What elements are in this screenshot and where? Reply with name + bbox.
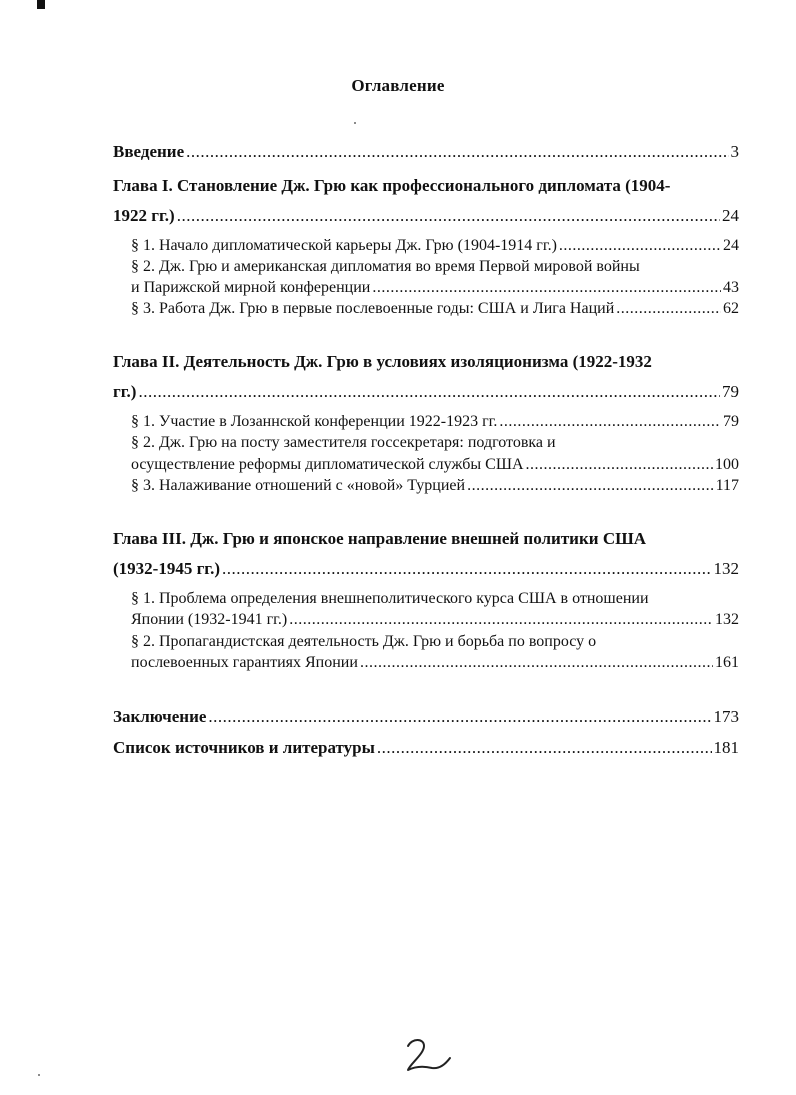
chapter-2-title: Глава II. Деятельность Дж. Грю в условиях изоляционизма (1922-1932 bbox=[113, 352, 652, 371]
scan-speck bbox=[354, 122, 356, 124]
section-title-cont: Японии (1932-1941 гг.) bbox=[131, 611, 288, 628]
leader-dots bbox=[377, 738, 712, 758]
scan-speck bbox=[38, 1074, 40, 1076]
leader-dots bbox=[186, 142, 728, 162]
toc-heading: Оглавление bbox=[351, 76, 445, 95]
page-number: 62 bbox=[723, 300, 739, 317]
section-title-cont: и Парижской мирной конференции bbox=[131, 279, 371, 296]
leader-dots bbox=[616, 300, 721, 318]
chapter-1-title: Глава I. Становление Дж. Грю как профессионального дипломата (1904- bbox=[113, 176, 671, 195]
page-number: 181 bbox=[713, 738, 739, 757]
leader-dots bbox=[138, 382, 720, 402]
page-number: 24 bbox=[723, 237, 739, 254]
chapter-3-title-cont: (1932-1945 гг.) bbox=[113, 559, 221, 578]
chapter-2-title-line2[interactable] bbox=[113, 382, 739, 402]
section-title: § 1. Участие в Лозаннской конференции 1922-1923 гг. bbox=[131, 413, 498, 430]
section-title: § 1. Начало дипломатической карьеры Дж. Грю (1904-1914 гг.) bbox=[131, 237, 557, 254]
page-number: 161 bbox=[715, 654, 739, 671]
chapter-2-title-line1[interactable] bbox=[113, 352, 739, 372]
section-title: § 3. Налаживание отношений с «новой» Турцией bbox=[131, 477, 466, 494]
section-2-2-line1[interactable] bbox=[131, 434, 739, 452]
leader-dots bbox=[559, 237, 721, 255]
chapter-3-title: Глава III. Дж. Грю и японское направление внешней политики США bbox=[113, 529, 647, 548]
leader-dots bbox=[499, 413, 721, 431]
chapter-1-title-line2[interactable] bbox=[113, 206, 739, 226]
section-title: § 2. Пропагандистская деятельность Дж. Грю и борьба по вопросу о bbox=[131, 633, 597, 650]
section-1-1[interactable] bbox=[131, 237, 739, 255]
chapter-1-title-cont: 1922 гг.) bbox=[113, 206, 175, 225]
chapter-2-title-cont: гг.) bbox=[113, 382, 137, 401]
section-2-3[interactable] bbox=[131, 477, 739, 495]
page-number: 79 bbox=[723, 413, 739, 430]
chapter-3-title-line1[interactable] bbox=[113, 529, 739, 549]
page-number: 132 bbox=[713, 559, 739, 578]
page-number: 43 bbox=[723, 279, 739, 296]
leader-dots bbox=[222, 559, 711, 579]
leader-dots bbox=[372, 279, 721, 297]
leader-dots bbox=[467, 477, 714, 495]
leader-dots bbox=[289, 611, 713, 629]
section-title: § 1. Проблема определения внешнеполитического курса США в отношении bbox=[131, 590, 649, 607]
handwritten-page-number-icon bbox=[402, 1036, 454, 1076]
section-title-cont: осуществление реформы дипломатической службы США bbox=[131, 456, 524, 473]
toc-entry-intro[interactable] bbox=[113, 142, 739, 162]
section-2-1[interactable] bbox=[131, 413, 739, 431]
leader-dots bbox=[360, 654, 713, 672]
page-number: 3 bbox=[730, 142, 739, 161]
page-number: 100 bbox=[715, 456, 739, 473]
page-number: 132 bbox=[715, 611, 739, 628]
chapter-1-title-line1[interactable] bbox=[113, 176, 739, 196]
section-title: § 2. Дж. Грю на посту заместителя госсекретаря: подготовка и bbox=[131, 434, 556, 451]
section-title-cont: послевоенных гарантиях Японии bbox=[131, 654, 358, 671]
page-number: 79 bbox=[722, 382, 739, 401]
page-number: 117 bbox=[715, 477, 739, 494]
section-2-2-line2[interactable] bbox=[131, 456, 739, 474]
leader-dots bbox=[177, 206, 720, 226]
toc-entry-label: Введение bbox=[113, 142, 185, 161]
section-3-2-line2[interactable] bbox=[131, 654, 739, 672]
toc-entry-label: Список источников и литературы bbox=[113, 738, 375, 757]
section-1-3[interactable] bbox=[131, 300, 739, 318]
section-3-1-line2[interactable] bbox=[131, 611, 739, 629]
chapter-3-title-line2[interactable] bbox=[113, 559, 739, 579]
leader-dots bbox=[208, 707, 711, 727]
section-3-2-line1[interactable] bbox=[131, 633, 739, 651]
section-1-2-line1[interactable] bbox=[131, 258, 739, 276]
section-title: § 3. Работа Дж. Грю в первые послевоенные годы: США и Лига Наций bbox=[131, 300, 615, 317]
page-number: 24 bbox=[722, 206, 739, 225]
leader-dots bbox=[526, 456, 713, 474]
toc-entry-label: Заключение bbox=[113, 707, 207, 726]
section-1-2-line2[interactable] bbox=[131, 279, 739, 297]
scan-corner-mark bbox=[37, 0, 45, 9]
toc-entry-conclusion[interactable] bbox=[113, 707, 739, 727]
section-title: § 2. Дж. Грю и американская дипломатия во время Первой мировой войны bbox=[131, 258, 640, 275]
section-3-1-line1[interactable] bbox=[131, 590, 739, 608]
page-number: 173 bbox=[713, 707, 739, 726]
toc-entry-bibliography[interactable] bbox=[113, 738, 739, 758]
